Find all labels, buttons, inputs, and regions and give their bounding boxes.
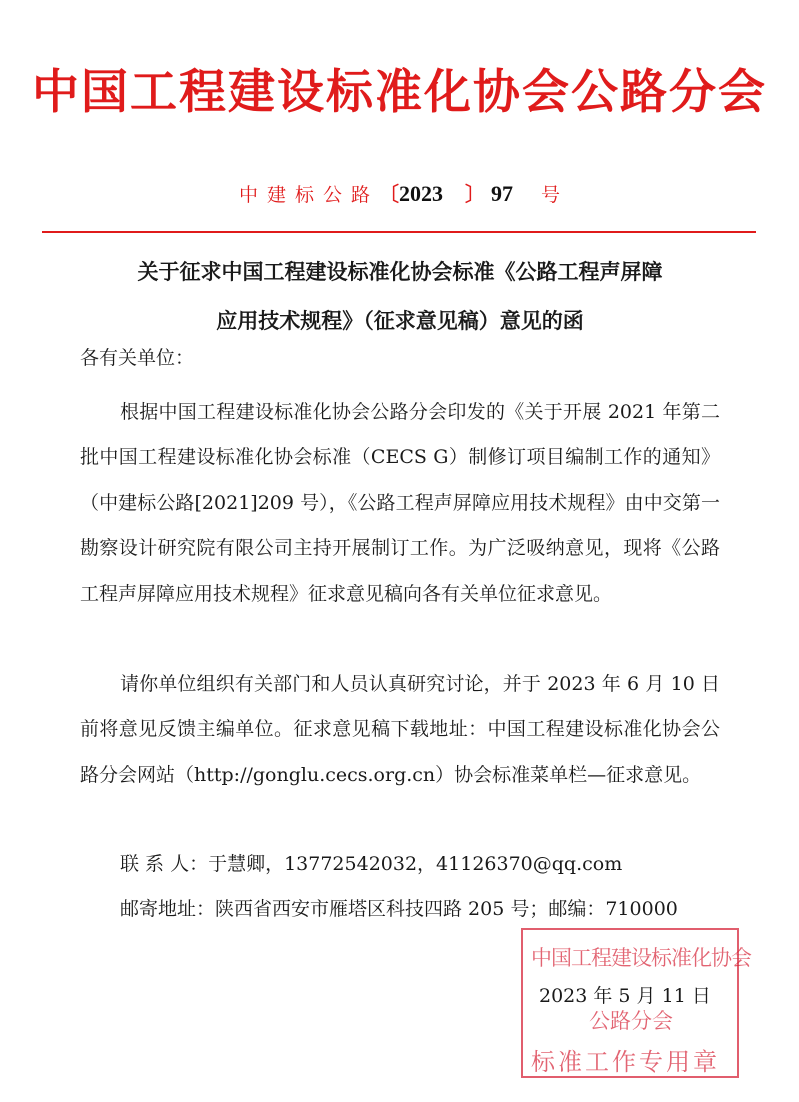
issue-date: 2023 年 5 月 11 日 (539, 985, 711, 1007)
header-divider (42, 231, 756, 233)
document-title-line-1: 关于征求中国工程建设标准化协会标准《公路工程声屏障 (137, 260, 663, 284)
organization-masthead: 中国工程建设标准化协会公路分会 (32, 65, 767, 120)
seal-text-line-2: 公路分会 (589, 1009, 673, 1033)
doc-number-bracket-close: 〕 (465, 182, 485, 206)
doc-number-prefix: 中建标公路 (238, 184, 379, 206)
mailing-address: 邮寄地址：陕西省西安市雁塔区科技四路 205 号；邮编：710000 (120, 898, 678, 920)
document-title-line-2: 应用技术规程》（征求意见稿）意见的函 (216, 309, 584, 333)
doc-number-suffix: 号 (541, 184, 561, 206)
doc-number-bracket-open: 〔 (379, 182, 399, 206)
seal-text-line-1: 中国工程建设标准化协会 (531, 946, 751, 970)
document-number (0, 178, 799, 211)
seal-text-line-3: 标准工作专用章 (531, 1048, 720, 1076)
body-paragraph-1: 根据中国工程建设标准化协会公路分会印发的《关于开展 2021 年第二批中国工程建设标准化协会标准（CECS G）制修订项目编制工作的通知》（中建标公路[2021]209 号），《公路工程声屏障应用技术规程》由中交第一勘察设计研究院有限公司主持开展制订工作。为广泛吸纳意见，现将《公路工程声屏障应用技术规程》征求意见稿向各有关单位征求意见。 (80, 401, 720, 605)
body-paragraph-2: 请你单位组织有关部门和人员认真研究讨论，并于 2023 年 6 月 10 日前将意见反馈主编单位。征求意见稿下载地址：中国工程建设标准化协会公路分会网站（http://gonglu.cecs.org.cn）协会标准菜单栏—征求意见。 (80, 673, 720, 786)
doc-number-value: 97 (491, 181, 513, 206)
salutation: 各有关单位： (80, 347, 195, 369)
doc-number-year: 2023 (399, 181, 443, 206)
contact-line: 联 系 人：于慧卿，13772542032，41126370@qq.com (120, 853, 623, 875)
